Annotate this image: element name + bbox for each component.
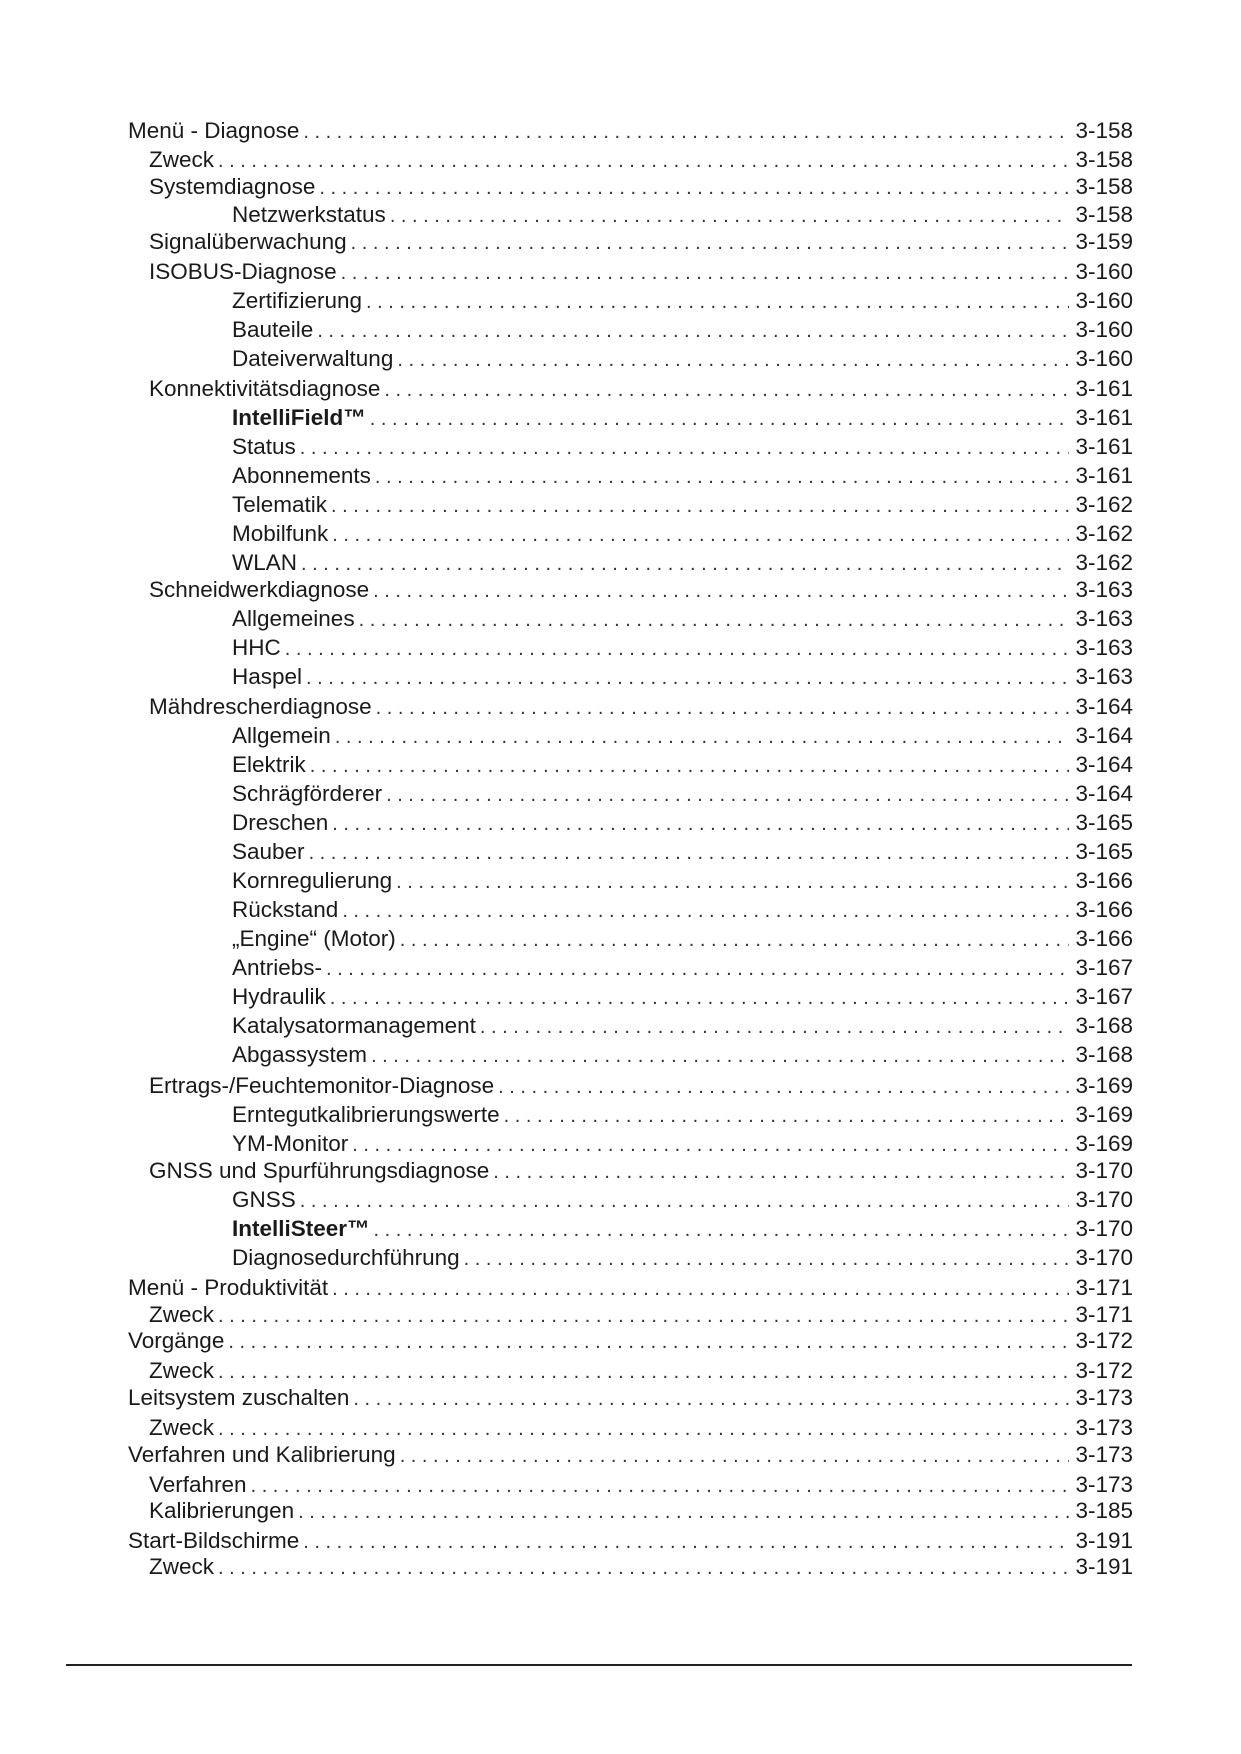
- toc-page: 3-165: [1075, 839, 1133, 864]
- toc-title: Zweck: [149, 147, 215, 172]
- toc-page: 3-162: [1075, 492, 1133, 517]
- toc-leader: [366, 289, 1069, 315]
- toc-title: Netzwerkstatus: [232, 202, 386, 227]
- toc-leader: [480, 1014, 1070, 1040]
- toc-leader: [353, 1386, 1069, 1412]
- toc-page: 3-161: [1075, 463, 1133, 488]
- toc-leader: [335, 724, 1070, 750]
- toc-leader: [504, 1103, 1070, 1129]
- toc-page: 3-158: [1075, 202, 1133, 227]
- toc-page: 3-170: [1075, 1158, 1133, 1183]
- toc-page: 3-160: [1075, 288, 1133, 313]
- toc-entry[interactable]: [232, 984, 1133, 1010]
- toc-page: 3-169: [1075, 1073, 1133, 1098]
- toc-page: 3-164: [1075, 781, 1133, 806]
- toc-page: 3-169: [1075, 1102, 1133, 1127]
- toc-leader: [374, 1217, 1070, 1243]
- toc-entry[interactable]: [232, 463, 1133, 489]
- toc-page: 3-158: [1075, 174, 1133, 199]
- toc-leader: [498, 1074, 1069, 1100]
- toc-page: 3-160: [1075, 259, 1133, 284]
- toc-page: 3-161: [1075, 376, 1133, 401]
- toc-entry[interactable]: [232, 1013, 1133, 1039]
- toc-page: 3-163: [1075, 664, 1133, 689]
- toc-page: 3-166: [1075, 897, 1133, 922]
- toc-page: 3-191: [1075, 1554, 1133, 1579]
- toc-entry[interactable]: [232, 839, 1133, 865]
- toc-entry[interactable]: [128, 1275, 1133, 1301]
- toc-title: Bauteile: [232, 317, 314, 342]
- toc-page: 3-163: [1075, 577, 1133, 602]
- toc-title: Schneidwerkdiagnose: [149, 577, 370, 602]
- toc-title: Dateiverwaltung: [232, 346, 394, 371]
- toc-entry[interactable]: [232, 781, 1133, 807]
- toc-page: 3-173: [1075, 1442, 1133, 1467]
- toc-leader: [370, 406, 1070, 432]
- toc-entry[interactable]: [232, 723, 1133, 749]
- toc-entry[interactable]: [149, 229, 1133, 255]
- toc-entry[interactable]: [232, 1042, 1133, 1068]
- toc-entry[interactable]: [149, 694, 1133, 720]
- toc-page: 3-166: [1075, 926, 1133, 951]
- toc-entry[interactable]: [232, 202, 1133, 228]
- toc-page: 3-166: [1075, 868, 1133, 893]
- toc-leader: [386, 782, 1069, 808]
- toc-leader: [326, 956, 1069, 982]
- toc-leader: [464, 1246, 1070, 1272]
- toc-page: 3-170: [1075, 1245, 1133, 1270]
- toc-leader: [384, 377, 1069, 403]
- toc-leader: [390, 203, 1070, 229]
- toc-title: Zertifizierung: [232, 288, 363, 313]
- toc-title: Systemdiagnose: [149, 174, 316, 199]
- toc-entry[interactable]: [149, 147, 1133, 173]
- toc-page: 3-164: [1075, 723, 1133, 748]
- toc-leader: [218, 1555, 1069, 1581]
- toc-page: 3-167: [1075, 955, 1133, 980]
- toc-entry[interactable]: [149, 1358, 1133, 1384]
- toc-leader: [400, 1443, 1070, 1469]
- toc-leader: [319, 175, 1069, 201]
- toc-entry[interactable]: [232, 752, 1133, 778]
- toc-leader: [285, 636, 1070, 662]
- toc-title: WLAN: [232, 550, 298, 575]
- toc-entry[interactable]: [232, 664, 1133, 690]
- toc-entry[interactable]: [232, 868, 1133, 894]
- toc-entry[interactable]: [149, 1415, 1133, 1441]
- toc-entry[interactable]: [232, 606, 1133, 632]
- toc-page: 3-162: [1075, 521, 1133, 546]
- toc-title: Zweck: [149, 1554, 215, 1579]
- toc-page: 3-164: [1075, 694, 1133, 719]
- toc-entry[interactable]: [232, 1102, 1133, 1128]
- toc-leader: [218, 1359, 1069, 1385]
- toc-entry[interactable]: [232, 434, 1133, 460]
- toc-entry[interactable]: [128, 1385, 1133, 1411]
- toc-leader: [298, 1499, 1069, 1525]
- toc-title: Zweck: [149, 1302, 215, 1327]
- toc-title: Konnektivitätsdiagnose: [149, 376, 381, 401]
- toc-leader: [396, 869, 1069, 895]
- toc-leader: [309, 840, 1070, 866]
- toc-page: 3-191: [1075, 1528, 1133, 1553]
- toc-title: Status: [232, 434, 296, 459]
- toc-title: Menü - Produktivität: [128, 1275, 329, 1300]
- toc-page: 3-172: [1075, 1328, 1133, 1353]
- toc-page: 3-160: [1075, 346, 1133, 371]
- toc-leader: [332, 811, 1069, 837]
- toc-leader: [300, 1188, 1070, 1214]
- toc-page: 3-170: [1075, 1216, 1133, 1241]
- toc-title: Zweck: [149, 1415, 215, 1440]
- toc-title: Katalysatormanagement: [232, 1013, 476, 1038]
- toc-page: 3-167: [1075, 984, 1133, 1009]
- toc-title: Dreschen: [232, 810, 329, 835]
- toc-title: Antriebs-: [232, 955, 323, 980]
- toc-title: YM-Monitor: [232, 1131, 349, 1156]
- toc-title: ISOBUS-Diagnose: [149, 259, 337, 284]
- toc-leader: [341, 260, 1070, 286]
- toc-entry[interactable]: [232, 1216, 1133, 1242]
- toc-entry[interactable]: [232, 288, 1133, 314]
- toc-page: 3-164: [1075, 752, 1133, 777]
- toc-entry[interactable]: [149, 577, 1133, 603]
- toc-page: 3-165: [1075, 810, 1133, 835]
- toc-page: 3-163: [1075, 635, 1133, 660]
- toc-title: Rückstand: [232, 897, 339, 922]
- toc-entry[interactable]: [232, 635, 1133, 661]
- toc-leader: [493, 1159, 1069, 1185]
- toc-page: 3-159: [1075, 229, 1133, 254]
- toc-entry[interactable]: [149, 174, 1133, 200]
- toc-entry[interactable]: [232, 346, 1133, 372]
- toc-page: 3-168: [1075, 1013, 1133, 1038]
- toc-leader: [228, 1329, 1069, 1355]
- toc-entry[interactable]: [149, 1472, 1133, 1498]
- toc-leader: [330, 985, 1070, 1011]
- toc-entry[interactable]: [232, 897, 1133, 923]
- toc-entry[interactable]: [232, 955, 1133, 981]
- toc-entry[interactable]: [149, 376, 1133, 402]
- toc-leader: [332, 522, 1069, 548]
- toc-page: 3-173: [1075, 1415, 1133, 1440]
- toc-title: Sauber: [232, 839, 305, 864]
- toc-title: Elektrik: [232, 752, 306, 777]
- toc-entry[interactable]: [128, 1328, 1133, 1354]
- toc-leader: [301, 551, 1069, 577]
- toc-page: 3-163: [1075, 606, 1133, 631]
- toc-title: Ertrags-/Feuchtemonitor-Diagnose: [149, 1073, 495, 1098]
- toc-title: Abonnements: [232, 463, 371, 488]
- toc-page: 3-158: [1075, 118, 1133, 143]
- toc-title: GNSS: [232, 1187, 296, 1212]
- toc-title: Abgassystem: [232, 1042, 368, 1067]
- toc-leader: [376, 695, 1070, 721]
- toc-entry[interactable]: [128, 118, 1133, 144]
- toc-title: GNSS und Spurführungsdiagnose: [149, 1158, 490, 1183]
- toc-leader: [375, 464, 1070, 490]
- toc-leader: [218, 1303, 1069, 1329]
- toc-title: IntelliField™: [232, 405, 366, 430]
- toc-title: Start-Bildschirme: [128, 1528, 300, 1553]
- toc-leader: [331, 493, 1069, 519]
- toc-entry[interactable]: [149, 259, 1133, 285]
- toc-title: Mobilfunk: [232, 521, 329, 546]
- toc-title: HHC: [232, 635, 281, 660]
- toc-entry[interactable]: [128, 1442, 1133, 1468]
- toc-title: Telematik: [232, 492, 328, 517]
- toc-entry[interactable]: [128, 1528, 1133, 1554]
- toc-entry[interactable]: [149, 1158, 1133, 1184]
- toc-title: Menü - Diagnose: [128, 118, 300, 143]
- toc-title: Schrägförderer: [232, 781, 383, 806]
- toc-leader: [352, 1132, 1069, 1158]
- toc-page: 3-171: [1075, 1275, 1133, 1300]
- toc-title: Hydraulik: [232, 984, 326, 1009]
- toc-entry[interactable]: [149, 1554, 1133, 1580]
- toc-title: Haspel: [232, 664, 303, 689]
- toc-entry[interactable]: [149, 1073, 1133, 1099]
- toc-page: 3-168: [1075, 1042, 1133, 1067]
- toc-entry[interactable]: [232, 521, 1133, 547]
- toc-leader: [332, 1276, 1069, 1302]
- toc-title: Allgemeines: [232, 606, 355, 631]
- toc-title: IntelliSteer™: [232, 1216, 370, 1241]
- toc-title: Kalibrierungen: [149, 1498, 295, 1523]
- toc-title: „Engine“ (Motor): [232, 926, 396, 951]
- toc-leader: [218, 148, 1069, 174]
- toc-title: Verfahren und Kalibrierung: [128, 1442, 396, 1467]
- toc-title: Leitsystem zuschalten: [128, 1385, 350, 1410]
- toc-page: 3-161: [1075, 405, 1133, 430]
- toc-entry[interactable]: [149, 1498, 1133, 1524]
- toc-page: 3-172: [1075, 1358, 1133, 1383]
- footer-rule: [66, 1664, 1132, 1666]
- toc-title: Diagnosedurchführung: [232, 1245, 460, 1270]
- toc-leader: [371, 1043, 1069, 1069]
- toc-entry[interactable]: [232, 1187, 1133, 1213]
- toc-page: 3-160: [1075, 317, 1133, 342]
- toc-title: Kornregulierung: [232, 868, 393, 893]
- toc-page: 3-185: [1075, 1498, 1133, 1523]
- toc-title: Mähdrescherdiagnose: [149, 694, 372, 719]
- toc-leader: [400, 927, 1070, 953]
- toc-entry[interactable]: [232, 492, 1133, 518]
- toc-leader: [317, 318, 1069, 344]
- toc-page: 3-173: [1075, 1472, 1133, 1497]
- toc-leader: [397, 347, 1069, 373]
- toc-title: Verfahren: [149, 1472, 247, 1497]
- toc-leader: [306, 665, 1069, 691]
- toc-leader: [351, 230, 1070, 256]
- toc-entry[interactable]: [232, 1131, 1133, 1157]
- toc-leader: [373, 578, 1069, 604]
- toc-page: 3-158: [1075, 147, 1133, 172]
- toc-leader: [251, 1473, 1070, 1499]
- toc-title: Allgemein: [232, 723, 331, 748]
- toc-leader: [300, 435, 1070, 461]
- toc-entry[interactable]: [232, 926, 1133, 952]
- toc-leader: [303, 119, 1069, 145]
- toc-page: 3-173: [1075, 1385, 1133, 1410]
- toc-entry[interactable]: [232, 405, 1133, 431]
- toc-page: 3-171: [1075, 1302, 1133, 1327]
- toc-page: 3-161: [1075, 434, 1133, 459]
- toc-title: Vorgänge: [128, 1328, 225, 1353]
- toc-page: 3-169: [1075, 1131, 1133, 1156]
- toc-entry[interactable]: [232, 550, 1133, 576]
- toc-entry[interactable]: [232, 317, 1133, 343]
- toc-entry[interactable]: [149, 1302, 1133, 1328]
- toc-entry[interactable]: [232, 1245, 1133, 1271]
- toc-leader: [218, 1416, 1069, 1442]
- toc-page: 3-162: [1075, 550, 1133, 575]
- toc-entry[interactable]: [232, 810, 1133, 836]
- toc-title: Erntegutkalibrierungswerte: [232, 1102, 500, 1127]
- toc-leader: [359, 607, 1070, 633]
- toc-title: Zweck: [149, 1358, 215, 1383]
- toc-leader: [342, 898, 1069, 924]
- toc-leader: [303, 1529, 1069, 1555]
- toc-leader: [310, 753, 1070, 779]
- toc-title: Signalüberwachung: [149, 229, 347, 254]
- toc-page: 3-170: [1075, 1187, 1133, 1212]
